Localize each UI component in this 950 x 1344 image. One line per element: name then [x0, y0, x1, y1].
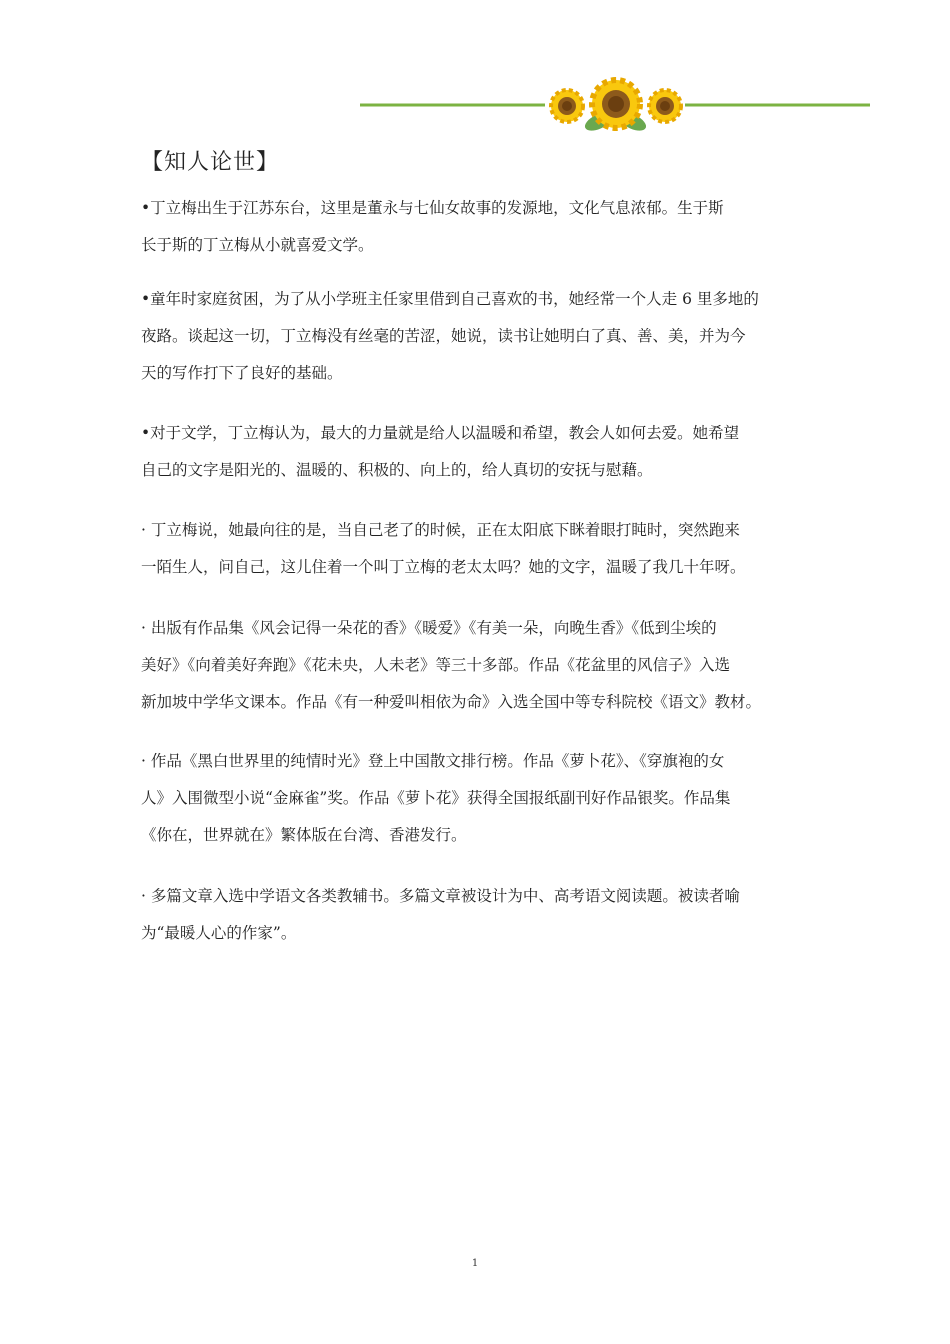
paragraph-line: 新加坡中学华文课本。作品《有一种爱叫相依为命》入选全国中等专科院校《语文》教材。 [141, 693, 762, 711]
paragraph-line: 自己的文字是阳光的、温暖的、积极的、向上的，给人真切的安抚与慰藉。 [141, 461, 653, 479]
paragraph [141, 415, 821, 489]
paragraph [141, 878, 821, 952]
paragraph-line: 长于斯的丁立梅从小就喜爱文学。 [141, 236, 374, 254]
paragraph-line: · 作品《黑白世界里的纯情时光》登上中国散文排行榜。作品《萝卜花》、《穿旗袍的女 [141, 752, 725, 770]
paragraph-line: •对于文学，丁立梅认为，最大的力量就是给人以温暖和希望，教会人如何去爱。她希望 [141, 424, 740, 442]
paragraph-line: 美好》《向着美好奔跑》《花未央，人未老》等三十多部。作品《花盆里的风信子》入选 [141, 656, 731, 674]
section-title: 【知人论世】 [141, 150, 280, 175]
sunflower-icon [551, 90, 583, 122]
paragraph [141, 190, 821, 264]
paragraph [141, 743, 821, 854]
paragraph-line: · 丁立梅说，她最向往的是，当自己老了的时候，正在太阳底下眯着眼打盹时，突然跑来 [141, 521, 740, 539]
page-number: 1 [471, 1258, 479, 1269]
paragraph-line: 一陌生人，问自己，这儿住着一个叫丁立梅的老太太吗？她的文字，温暖了我几十年呀。 [141, 558, 746, 576]
paragraph [141, 610, 821, 721]
paragraph [141, 281, 821, 392]
paragraph-line: · 多篇文章入选中学语文各类教辅书。多篇文章被设计为中、高考语文阅读题。被读者喻 [141, 887, 740, 905]
paragraph-line: 人》入围微型小说“金麻雀”奖。作品《萝卜花》获得全国报纸副刊好作品银奖。作品集 [141, 789, 731, 807]
paragraph [141, 512, 821, 586]
paragraph-line: •丁立梅出生于江苏东台，这里是董永与七仙女故事的发源地，文化气息浓郁。生于斯 [141, 199, 724, 217]
paragraph-line: 为“最暖人心的作家”。 [141, 924, 297, 942]
paragraph-line: •童年时家庭贫困，为了从小学班主任家里借到自己喜欢的书，她经常一个人走 6 里多地的 [141, 290, 759, 308]
paragraph-line: 《你在，世界就在》繁体版在台湾、香港发行。 [141, 826, 467, 844]
paragraph-line: 天的写作打下了良好的基础。 [141, 364, 343, 382]
paragraph-line: 夜路。谈起这一切，丁立梅没有丝毫的苦涩，她说，读书让她明白了真、善、美，并为今 [141, 327, 746, 345]
sunflower-icon [649, 90, 681, 122]
sunflower-icon [592, 80, 640, 128]
sunflower-divider-icon [355, 70, 875, 140]
paragraph-line: · 出版有作品集《风会记得一朵花的香》《暖爱》《有美一朵，向晚生香》《低到尘埃的 [141, 619, 717, 637]
